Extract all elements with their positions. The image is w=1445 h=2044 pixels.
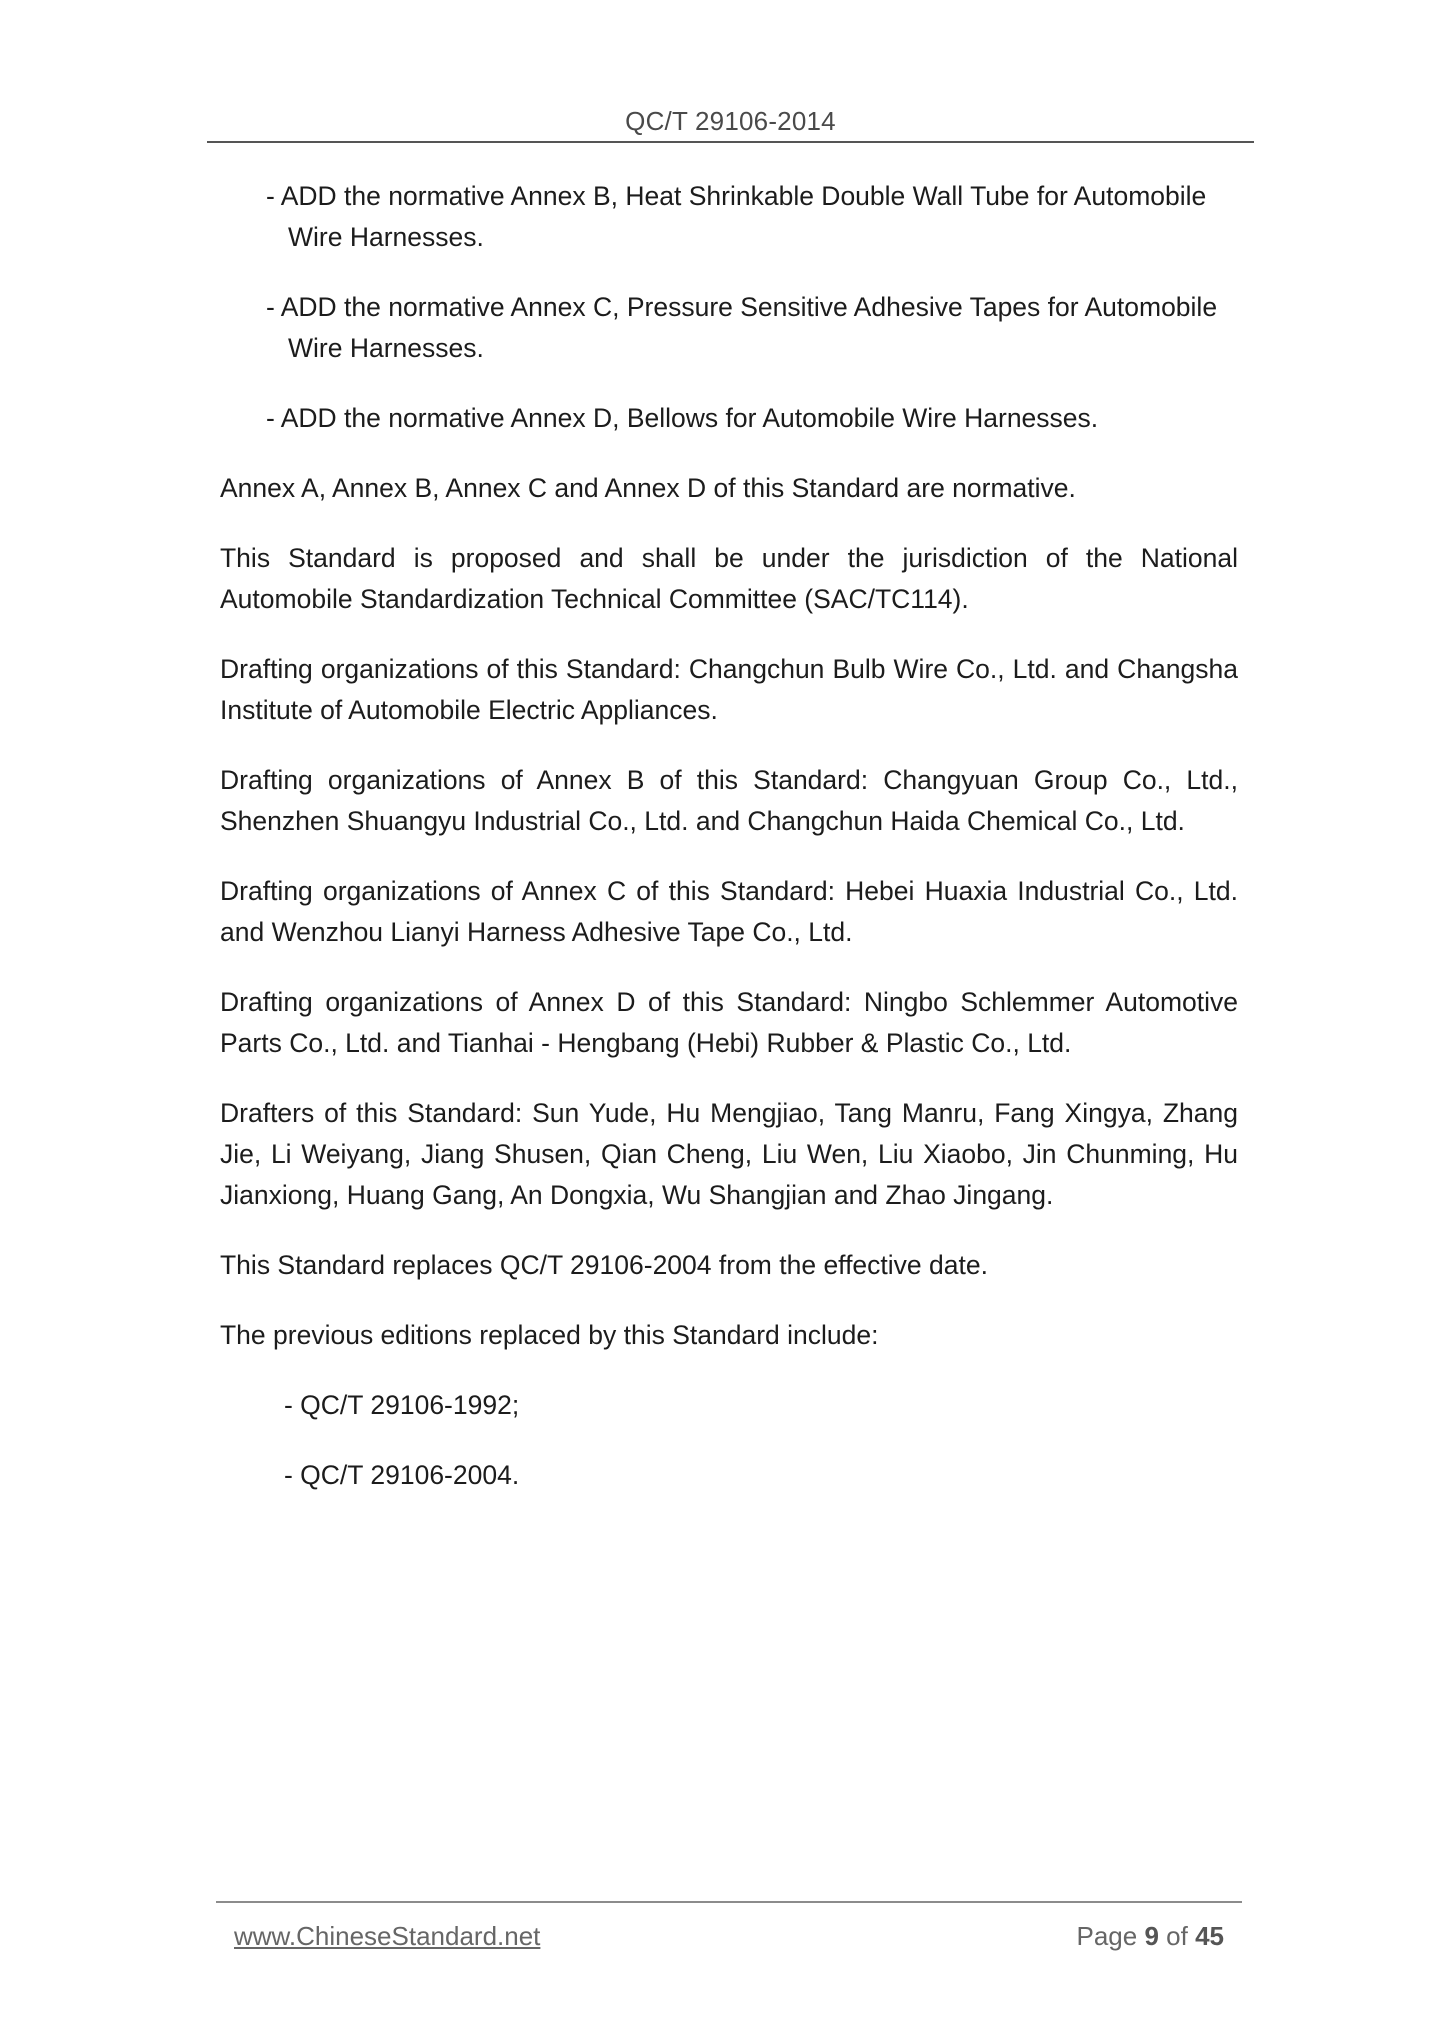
- header-divider: [207, 141, 1254, 143]
- drafting-organizations-annex-d: Drafting organizations of Annex D of this Standard: Ningbo Schlemmer Automotive Parts Co., Ltd. and Tianhai - Hengbang (Hebi) Rubber & Plastic Co., Ltd.: [220, 987, 1238, 1058]
- annex-normative-statement: Annex A, Annex B, Annex C and Annex D of this Standard are normative.: [220, 473, 1076, 503]
- page-total: 45: [1195, 1921, 1224, 1951]
- previous-editions-intro: The previous editions replaced by this Standard include:: [220, 1320, 879, 1350]
- page-prefix: Page: [1076, 1921, 1138, 1951]
- jurisdiction-paragraph: This Standard is proposed and shall be under the jurisdiction of the National Automobile Standardization Technical Committee (SAC/TC114).: [220, 543, 1238, 614]
- change-item-annex-c: - ADD the normative Annex C, Pressure Sensitive Adhesive Tapes for Automobile Wire Harnesses.: [266, 292, 1218, 363]
- drafters-paragraph: Drafters of this Standard: Sun Yude, Hu Mengjiao, Tang Manru, Fang Xingya, Zhang Jie, Li Weiyang, Jiang Shusen, Qian Cheng, Liu Wen, Liu Xiaobo, Jin Chunming, Hu Jianxiong, Huang Gang, An Dongxia, Wu Shangjian and Zhao Jingang.: [220, 1098, 1238, 1210]
- drafting-organizations-standard: Drafting organizations of this Standard: Changchun Bulb Wire Co., Ltd. and Changsha Institute of Automobile Electric Appliances.: [220, 654, 1238, 725]
- document-header-title: QC/T 29106-2014: [625, 106, 836, 136]
- change-item-annex-b: - ADD the normative Annex B, Heat Shrinkable Double Wall Tube for Automobile Wire Harnesses.: [266, 181, 1207, 252]
- change-item-annex-d: - ADD the normative Annex D, Bellows for Automobile Wire Harnesses.: [266, 403, 1099, 433]
- document-body: [220, 176, 1238, 1525]
- replacement-statement: This Standard replaces QC/T 29106-2004 from the effective date.: [220, 1250, 988, 1280]
- footer-website-link[interactable]: www.ChineseStandard.net: [234, 1921, 541, 1951]
- previous-edition-item: - QC/T 29106-1992;: [284, 1390, 520, 1420]
- footer-divider: [216, 1901, 1242, 1903]
- previous-edition-item: - QC/T 29106-2004.: [284, 1460, 520, 1490]
- drafting-organizations-annex-c: Drafting organizations of Annex C of this Standard: Hebei Huaxia Industrial Co., Ltd. and Wenzhou Lianyi Harness Adhesive Tape Co., Ltd.: [220, 876, 1238, 947]
- page-separator: of: [1166, 1921, 1188, 1951]
- page-current: 9: [1144, 1921, 1159, 1951]
- drafting-organizations-annex-b: Drafting organizations of Annex B of this Standard: Changyuan Group Co., Ltd., Shenzhen Shuangyu Industrial Co., Ltd. and Changchun Haida Chemical Co., Ltd.: [220, 765, 1238, 836]
- page-number: [1076, 1921, 1224, 1952]
